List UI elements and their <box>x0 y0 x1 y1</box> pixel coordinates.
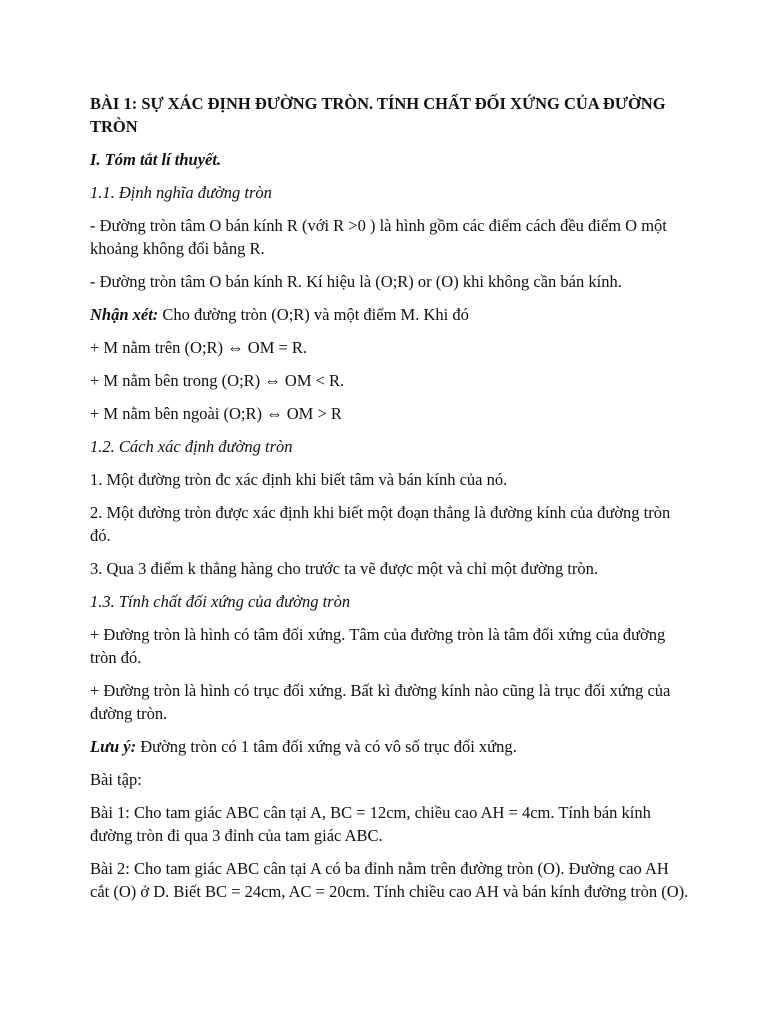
document-body <box>90 92 690 913</box>
symmetry-item: + Đường tròn là hình có trục đối xứng. Bất kì đường kính nào cũng là trục đối xứng của đường tròn. <box>90 681 671 723</box>
definition-paragraph-2: - Đường tròn tâm O bán kính R. Kí hiệu là (O;R) or (O) khi không cần bán kính. <box>90 272 622 291</box>
remark-item: + M nằm bên ngoài (O;R) ⇔ OM > R <box>90 404 342 423</box>
determination-item: 2. Một đường tròn được xác định khi biết một đoạn thẳng là đường kính của đường tròn đó. <box>90 503 671 545</box>
remark-text: Cho đường tròn (O;R) và một điểm M. Khi đó <box>158 305 469 324</box>
remark-label: Nhận xét: <box>90 305 159 324</box>
note-paragraph <box>90 735 690 758</box>
subheading-symmetry: 1.3. Tính chất đối xứng của đường tròn <box>90 592 351 611</box>
exercise-item: Bài 2: Cho tam giác ABC cân tại A có ba đỉnh nằm trên đường tròn (O). Đường cao AH cắt (O) ở D. Biết BC = 24cm, AC = 20cm. Tính chiều cao AH và bán kính đường tròn (O). <box>90 859 689 901</box>
definition-paragraph-1: - Đường tròn tâm O bán kính R (với R >0 ) là hình gồm các điểm cách đều điểm O một khoảng không đổi bằng R. <box>90 216 667 258</box>
subheading-definition: 1.1. Định nghĩa đường tròn <box>90 183 272 202</box>
document-title: BÀI 1: SỰ XÁC ĐỊNH ĐƯỜNG TRÒN. TÍNH CHẤT ĐỐI XỨNG CỦA ĐƯỜNG TRÒN <box>90 94 666 136</box>
determination-item: 1. Một đường tròn đc xác định khi biết tâm và bán kính của nó. <box>90 470 508 489</box>
determination-item: 3. Qua 3 điểm k thẳng hàng cho trước ta vẽ được một và chỉ một đường tròn. <box>90 559 599 578</box>
note-text: Đường tròn có 1 tâm đối xứng và có vô số trục đối xứng. <box>136 737 517 756</box>
remark-paragraph <box>90 303 690 326</box>
remark-item: + M nằm bên trong (O;R) ⇔ OM < R. <box>90 371 345 390</box>
section-heading-theory: I. Tóm tắt lí thuyết. <box>90 150 222 169</box>
remark-item: + M nằm trên (O;R) ⇔ OM = R. <box>90 338 308 357</box>
symmetry-item: + Đường tròn là hình có tâm đối xứng. Tâm của đường tròn là tâm đối xứng của đường tròn đó. <box>90 625 666 667</box>
note-label: Lưu ý: <box>90 737 137 756</box>
exercises-heading: Bài tập: <box>90 770 142 789</box>
subheading-determination: 1.2. Cách xác định đường tròn <box>90 437 293 456</box>
exercise-item: Bài 1: Cho tam giác ABC cân tại A, BC = 12cm, chiều cao AH = 4cm. Tính bán kính đường tròn đi qua 3 đỉnh của tam giác ABC. <box>90 803 651 845</box>
